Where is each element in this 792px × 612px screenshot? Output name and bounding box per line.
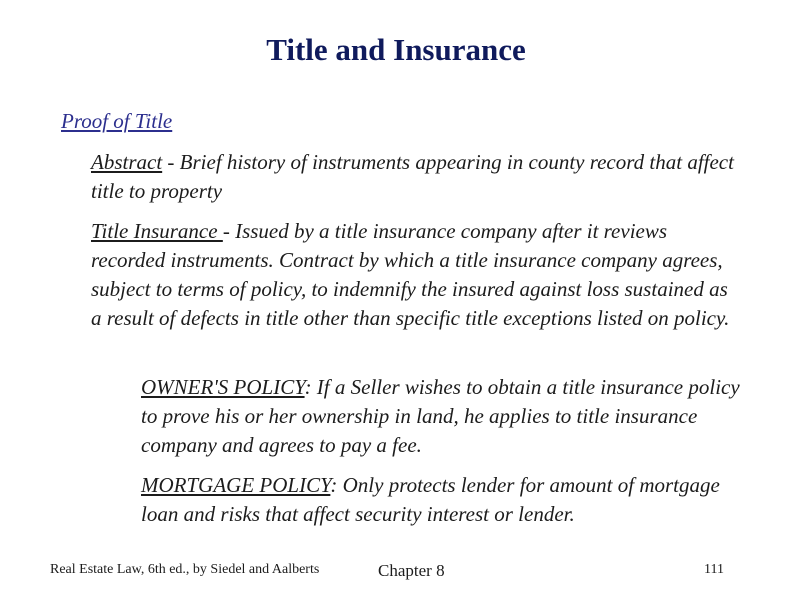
title-insurance-item	[91, 217, 741, 333]
owners-policy-text: : If a Seller wishes to obtain a title insurance policy to prove his or her ownership in land, he applies to title insurance company and agrees to pay a fee.	[141, 375, 740, 457]
footer-source: Real Estate Law, 6th ed., by Siedel and Aalberts	[50, 562, 320, 577]
owners-policy-item	[91, 373, 741, 460]
abstract-item	[91, 148, 741, 206]
footer-chapter: Chapter 8	[378, 561, 445, 580]
title-insurance-text: - Issued by a title insurance company after it reviews recorded instruments. Contract by which a title insurance company agrees, subject to terms of policy, to indemnify the insured against loss sustained as a result of defects in title other than specific title exceptions listed on policy.	[91, 219, 730, 330]
abstract-term: Abstract	[91, 150, 163, 174]
mortgage-policy-item	[91, 471, 741, 529]
mortgage-policy-term: MORTGAGE POLICY	[141, 473, 331, 497]
title-insurance-term: Title Insurance	[91, 219, 223, 243]
slide-title: Title and Insurance	[266, 32, 526, 67]
abstract-text: - Brief history of instruments appearing in county record that affect title to property	[91, 150, 734, 203]
page-number: 111	[704, 562, 724, 577]
section-heading: Proof of Title	[61, 109, 173, 133]
owners-policy-term: OWNER'S POLICY	[141, 375, 305, 399]
mortgage-policy-text: : Only protects lender for amount of mortgage loan and risks that affect security interest or lender.	[141, 473, 720, 526]
